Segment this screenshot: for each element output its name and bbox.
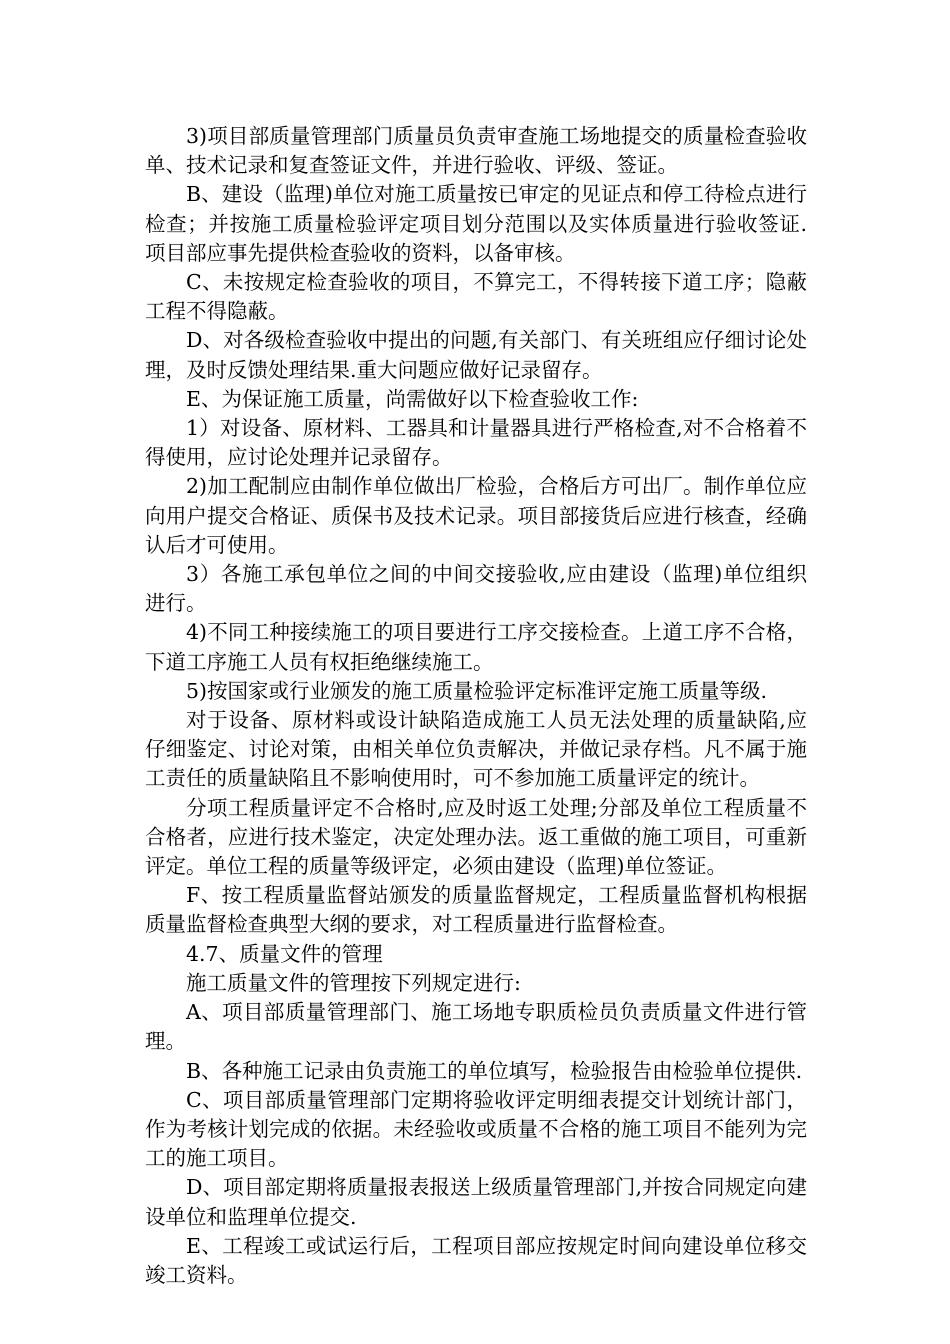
paragraph: 分项工程质量评定不合格时,应及时返工处理;分部及单位工程质量不合格者，应进行技术鉴定，决定处理办法。返工重做的施工项目，可重新评定。单位工程的质量等级评定，必须由建设（监理)单位签证。 [145,795,807,879]
paragraph: C、未按规定检查验收的项目，不算完工，不得转接下道工序；隐蔽工程不得隐蔽。 [145,270,807,324]
paragraph: 5)按国家或行业颁发的施工质量检验评定标准评定施工质量等级. [186,678,768,703]
paragraph: 3)项目部质量管理部门质量员负责审查施工场地提交的质量检查验收单、技术记录和复查签证文件，并进行验收、评级、签证。 [145,124,807,178]
paragraph: B、各种施工记录由负责施工的单位填写，检验报告由检验单位提供. [186,1058,803,1083]
document-body [145,122,807,1290]
paragraph: A、项目部质量管理部门、施工场地专职质检员负责质量文件进行管理。 [145,1000,807,1054]
paragraph: F、按工程质量监督站颁发的质量监督规定，工程质量监督机构根据质量监督检查典型大纲的要求，对工程质量进行监督检查。 [145,883,807,937]
paragraph: 1）对设备、原材料、工器具和计量器具进行严格检查,对不合格着不得使用，应讨论处理并记录留存。 [145,416,807,470]
paragraph: D、项目部定期将质量报表报送上级质量管理部门,并按合同规定向建设单位和监理单位提交. [145,1175,807,1229]
paragraph: C、项目部质量管理部门定期将验收评定明细表提交计划统计部门，作为考核计划完成的依据。未经验收或质量不合格的施工项目不能列为完工的施工项目。 [145,1087,807,1171]
paragraph: E、工程竣工或试运行后，工程项目部应按规定时间向建设单位移交竣工资料。 [145,1233,807,1287]
paragraph: 3）各施工承包单位之间的中间交接验收,应由建设（监理)单位组织进行。 [145,562,807,616]
paragraph: 4)不同工种接续施工的项目要进行工序交接检查。上道工序不合格，下道工序施工人员有权拒绝继续施工。 [145,620,807,674]
paragraph: 施工质量文件的管理按下列规定进行: [186,970,521,995]
paragraph: B、建设（监理)单位对施工质量按已审定的见证点和停工待检点进行检查；并按施工质量检验评定项目划分范围以及实体质量进行验收签证.项目部应事先提供检查验收的资料，以备审核。 [145,182,807,265]
paragraph: 2)加工配制应由制作单位做出厂检验，合格后方可出厂。制作单位应向用户提交合格证、质保书及技术记录。项目部接货后应进行核查，经确认后才可使用。 [145,474,807,557]
paragraph: 对于设备、原材料或设计缺陷造成施工人员无法处理的质量缺陷,应仔细鉴定、讨论对策，由相关单位负责解决，并做记录存档。凡不属于施工责任的质量缺陷且不影响使用时，可不参加施工质量评定的统计。 [145,708,807,791]
paragraph: D、对各级检查验收中提出的问题,有关部门、有关班组应仔细讨论处理，及时反馈处理结果.重大问题应做好记录留存。 [145,328,807,382]
paragraph: E、为保证施工质量，尚需做好以下检查验收工作: [186,386,639,411]
section-heading: 4.7、质量文件的管理 [186,941,383,966]
